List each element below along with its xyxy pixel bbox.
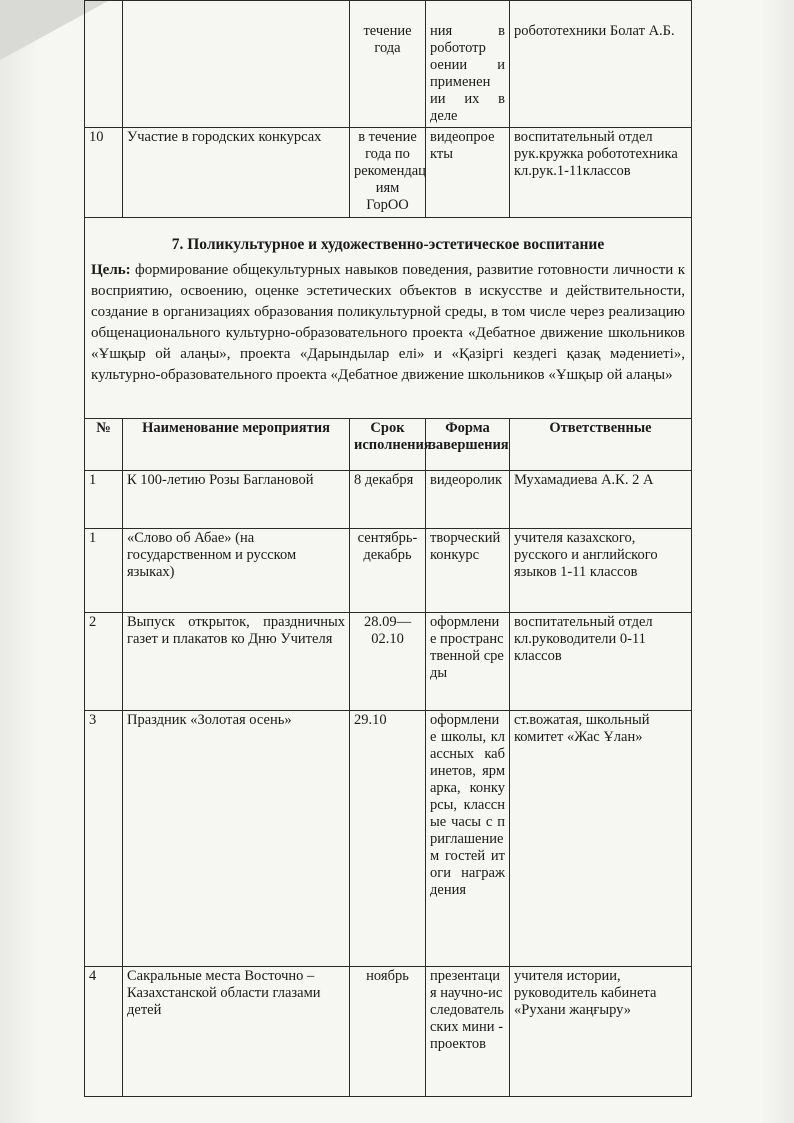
cell-date: 8 декабря (350, 471, 426, 529)
table-header-row (85, 419, 692, 471)
header-name: Наименование мероприятия (123, 419, 350, 471)
cell-num (85, 1, 123, 128)
cell-name: Сакральные места Восточно – Казахстанской области глазами детей (123, 967, 350, 1097)
cell-resp: учителя казахского, русского и английского языков 1-11 классов (510, 529, 692, 613)
cell-name: Участие в городских конкурсах (123, 128, 350, 218)
cell-form: видеопрое кты (426, 128, 510, 218)
cell-form: презентация научно-исследовательских мини - проектов (426, 967, 510, 1097)
top-table (84, 0, 692, 218)
table-row (85, 128, 692, 218)
cell-date: в течение года по рекомендац иям ГорОО (350, 128, 426, 218)
cell-name: Выпуск открыток, праздничных газет и плакатов ко Дню Учителя (123, 613, 350, 711)
table-row (85, 529, 692, 613)
cell-form: видеоролик (426, 471, 510, 529)
cell-num: 3 (85, 711, 123, 967)
goal-label: Цель: (91, 262, 131, 278)
cell-name: Праздник «Золотая осень» (123, 711, 350, 967)
cell-date: течение года (350, 1, 426, 128)
cell-form: оформление пространственной среды (426, 613, 510, 711)
cell-form: ния в робототр оении и применен ии их в деле (426, 1, 510, 128)
cell-resp: воспитательный отдел кл.руководители 0-11 классов (510, 613, 692, 711)
table-row (85, 613, 692, 711)
cell-date: сентябрь-декабрь (350, 529, 426, 613)
section-title: 7. Поликультурное и художественно-эстетическое воспитание (171, 236, 605, 253)
cell-date: 29.10 (350, 711, 426, 967)
cell-name (123, 1, 350, 128)
cell-date: ноябрь (350, 967, 426, 1097)
table-row (85, 711, 692, 967)
cell-form: творческий конкурс (426, 529, 510, 613)
events-table (84, 418, 692, 1097)
section-block (84, 218, 692, 418)
cell-resp: учителя истории, руководитель кабинета «Рухани жаңғыру» (510, 967, 692, 1097)
table-row (85, 1, 692, 128)
header-resp: Ответственные (510, 419, 692, 471)
goal-paragraph (91, 260, 685, 386)
header-form: Форма завершения (426, 419, 510, 471)
cell-num: 2 (85, 613, 123, 711)
header-num: № (85, 419, 123, 471)
cell-num: 10 (85, 128, 123, 218)
table-row (85, 967, 692, 1097)
cell-num: 1 (85, 471, 123, 529)
header-date: Срок исполнения (350, 419, 426, 471)
goal-text: формирование общекультурных навыков поведения, развитие готовности личности к восприятию, освоению, оценке эстетических объектов в искусстве и действительности, создание в организациях образования поликультурной среды, в том числе через реализацию общенационального культурно-образовательного проекта «Дебатное движение школьников «Ұшқыр ой алаңы», проекта «Дарындылар елі» и «Қазіргі кездегі қазақ мәдениеті», культурно-образовательного проекта «Дебатное движение школьников «Ұшқыр ой алаңы» (91, 262, 685, 383)
cell-resp: ст.вожатая, школьный комитет «Жас Ұлан» (510, 711, 692, 967)
table-row (85, 471, 692, 529)
cell-num: 1 (85, 529, 123, 613)
cell-resp: робототехники Болат А.Б. (510, 1, 692, 128)
cell-resp: воспитательный отдел рук.кружка робототехника кл.рук.1-11классов (510, 128, 692, 218)
cell-form: оформление школы, классных кабинетов, ярмарка, конкурсы, классные часы с приглашением гостей итоги награждения (426, 711, 510, 967)
cell-name: «Слово об Абае» (на государственном и русском языках) (123, 529, 350, 613)
cell-date: 28.09—02.10 (350, 613, 426, 711)
cell-name: К 100-летию Розы Баглановой (123, 471, 350, 529)
cell-num: 4 (85, 967, 123, 1097)
cell-resp: Мухамадиева А.К. 2 А (510, 471, 692, 529)
